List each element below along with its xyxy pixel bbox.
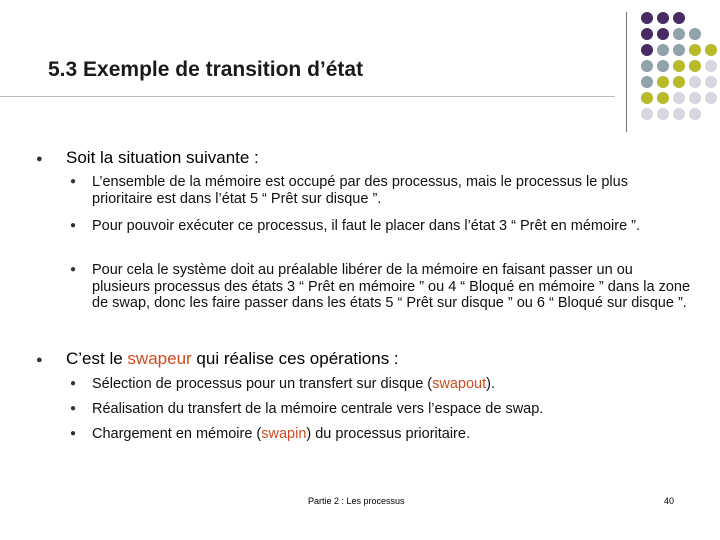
decorative-dot — [657, 76, 669, 88]
sub-bullet-icon: ● — [70, 378, 77, 389]
decorative-dot — [657, 60, 669, 72]
decorative-dot — [689, 60, 701, 72]
sub-item-execute-process: Pour pouvoir exécuter ce processus, il faut le placer dans l’état 3 “ Prêt en mémoire ”. — [92, 218, 641, 234]
sub-bullet-icon: ● — [70, 403, 77, 414]
sub-item-free-memory: Pour cela le système doit au préalable libérer de la mémoire en faisant passer un ou plusieurs processus des états 3 “ Prêt en mémoire ” ou 4 “ Bloqué en mémoire ” dans la zone de swap, donc les faire passer dans les états 5 “ Prêt sur disque ” ou 6 “ Bloqué sur disque ”. — [92, 262, 691, 311]
decorative-dot — [657, 12, 669, 24]
decorative-dot — [689, 28, 701, 40]
sub-item-transfer — [92, 401, 692, 418]
sub-item-text: Réalisation du transfert de la mémoire centrale vers l’espace de swap. — [92, 401, 544, 417]
title-divider — [0, 96, 615, 97]
decorative-dot — [689, 44, 701, 56]
decorative-dot — [641, 12, 653, 24]
sub-item-swapin — [92, 426, 692, 443]
decorative-dot — [673, 76, 685, 88]
bullet-icon: ● — [36, 153, 43, 165]
decorative-dot — [689, 108, 701, 120]
decorative-dot — [641, 60, 653, 72]
footer-section-label: Partie 2 : Les processus — [308, 496, 405, 506]
decorative-dot — [705, 92, 717, 104]
sub-bullet-icon: ● — [70, 428, 77, 439]
decorative-dot — [657, 108, 669, 120]
swapin-term: swapin — [261, 426, 307, 442]
page-number: 40 — [664, 496, 675, 506]
sub-item-text: ). — [486, 376, 496, 392]
sub-item-text: Sélection de processus pour un transfert sur disque ( — [92, 376, 433, 392]
sub-item-memory-occupied: L’ensemble de la mémoire est occupé par des processus, mais le processus le plus prioritaire est dans l’état 5 “ Prêt sur disque ”. — [92, 174, 628, 207]
vertical-divider — [626, 12, 627, 132]
decorative-dot — [673, 28, 685, 40]
bullet-item-situation: Soit la situation suivante : — [66, 148, 259, 167]
decorative-dot — [673, 60, 685, 72]
sub-bullet-icon: ● — [70, 220, 77, 231]
bullet-item-swapeur — [66, 349, 399, 369]
decorative-dot — [705, 44, 717, 56]
swapeur-suffix: qui réalise ces opérations : — [191, 349, 399, 368]
swapeur-prefix: C’est le — [66, 349, 128, 368]
decorative-dot — [705, 60, 717, 72]
decorative-dot — [673, 12, 685, 24]
decorative-dot — [657, 28, 669, 40]
decorative-dot — [641, 108, 653, 120]
decorative-dot — [641, 76, 653, 88]
decorative-dot — [657, 92, 669, 104]
decorative-dot — [657, 44, 669, 56]
decorative-dot — [641, 28, 653, 40]
sub-item-text: Chargement en mémoire ( — [92, 426, 262, 442]
sub-bullet-icon: ● — [70, 264, 77, 275]
decorative-dot — [673, 44, 685, 56]
slide-title: 5.3 Exemple de transition d’état — [48, 58, 364, 81]
decorative-dot — [641, 44, 653, 56]
swapout-term: swapout — [432, 376, 487, 392]
sub-item-swapout — [92, 376, 692, 393]
decorative-dot — [673, 108, 685, 120]
decorative-dot — [673, 92, 685, 104]
decorative-dot — [705, 76, 717, 88]
decorative-dot — [641, 92, 653, 104]
bullet-icon: ● — [36, 354, 43, 366]
sub-bullet-icon: ● — [70, 176, 77, 187]
sub-item-text: ) du processus prioritaire. — [306, 426, 470, 442]
swapeur-highlight: swapeur — [127, 349, 192, 368]
decorative-dot — [689, 76, 701, 88]
decorative-dot — [689, 92, 701, 104]
